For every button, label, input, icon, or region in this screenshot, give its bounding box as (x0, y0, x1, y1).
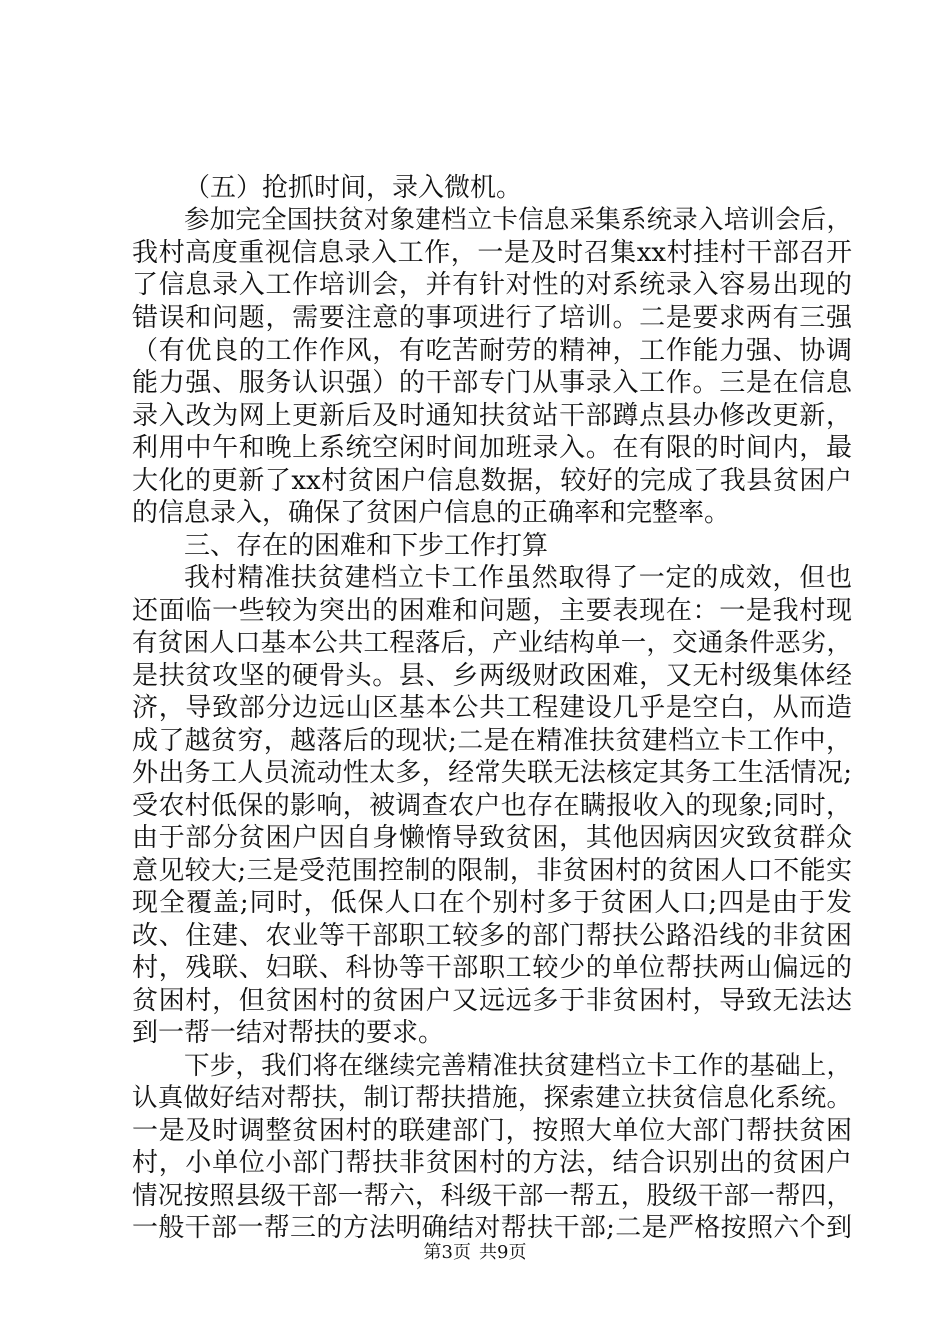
paragraph-line: 录入改为网上更新后及时通知扶贫站干部蹲点县办修改更新， (132, 401, 852, 431)
paragraph-line: 到一帮一结对帮扶的要求。 (132, 1018, 445, 1048)
section-heading: 三、存在的困难和下步工作打算 (184, 531, 549, 561)
paragraph-line: 能力强、服务认识强）的干部专门从事录入工作。三是在信息 (132, 368, 852, 398)
paragraph-line: 现全覆盖;同时，低保人口在个别村多于贫困人口;四是由于发 (132, 888, 852, 918)
paragraph-line: 改、住建、农业等干部职工较多的部门帮扶公路沿线的非贫困 (132, 921, 852, 951)
paragraph-line: 大化的更新了xx村贫困户信息数据，较好的完成了我县贫困户 (132, 466, 852, 496)
paragraph-line: 是扶贫攻坚的硬骨头。县、乡两级财政困难，又无村级集体经 (132, 661, 852, 691)
paragraph-line: 济，导致部分边远山区基本公共工程建设几乎是空白，从而造 (132, 693, 852, 723)
paragraph-line: 认真做好结对帮扶，制订帮扶措施，探索建立扶贫信息化系统。 (132, 1083, 852, 1113)
paragraph-line: 贫困村，但贫困村的贫困户又远远多于非贫困村，导致无法达 (132, 986, 852, 1016)
paragraph-line: 我村高度重视信息录入工作，一是及时召集xx村挂村干部召开 (132, 238, 852, 268)
paragraph-line: 下步，我们将在继续完善精准扶贫建档立卡工作的基础上， (184, 1051, 852, 1081)
paragraph-line: 错误和问题，需要注意的事项进行了培训。二是要求两有三强 (132, 303, 852, 333)
paragraph-line: 意见较大;三是受范围控制的限制，非贫困村的贫困人口不能实 (132, 856, 852, 886)
page-footer (0, 1241, 950, 1265)
paragraph-line: 村，残联、妇联、科协等干部职工较少的单位帮扶两山偏远的 (132, 953, 852, 983)
paragraph-line: （有优良的工作作风，有吃苦耐劳的精神，工作能力强、协调 (132, 336, 852, 366)
paragraph-line: 外出务工人员流动性太多，经常失联无法核定其务工生活情况; (132, 758, 852, 788)
paragraph-line: 的信息录入，确保了贫困户信息的正确率和完整率。 (132, 498, 731, 528)
paragraph-line: 村，小单位小部门帮扶非贫困村的方法，结合识别出的贫困户 (132, 1148, 852, 1178)
paragraph-line: 情况按照县级干部一帮六，科级干部一帮五，股级干部一帮四， (132, 1181, 852, 1211)
paragraph-line: 成了越贫穷，越落后的现状;二是在精准扶贫建档立卡工作中， (132, 726, 852, 756)
section-heading: （五）抢抓时间，录入微机。 (184, 173, 523, 203)
page-total: 共9页 (479, 1242, 527, 1263)
paragraph-line: 由于部分贫困户因自身懒惰导致贫困，其他因病因灾致贫群众 (132, 823, 852, 853)
paragraph-line: 了信息录入工作培训会，并有针对性的对系统录入容易出现的 (132, 270, 852, 300)
paragraph-line: 我村精准扶贫建档立卡工作虽然取得了一定的成效，但也 (184, 563, 852, 593)
paragraph-line: 有贫困人口基本公共工程落后，产业结构单一，交通条件恶劣， (132, 628, 852, 658)
paragraph-line: 还面临一些较为突出的困难和问题，主要表现在：一是我村现 (132, 596, 852, 626)
paragraph-line: 一般干部一帮三的方法明确结对帮扶干部;二是严格按照六个到 (132, 1213, 852, 1243)
paragraph-line: 受农村低保的影响，被调查农户也存在瞒报收入的现象;同时， (132, 791, 852, 821)
paragraph-line: 利用中午和晚上系统空闲时间加班录入。在有限的时间内，最 (132, 433, 852, 463)
paragraph-line: 参加完全国扶贫对象建档立卡信息采集系统录入培训会后， (184, 205, 852, 235)
paragraph-line: 一是及时调整贫困村的联建部门，按照大单位大部门帮扶贫困 (132, 1116, 852, 1146)
page-number: 第3页 (423, 1242, 471, 1263)
